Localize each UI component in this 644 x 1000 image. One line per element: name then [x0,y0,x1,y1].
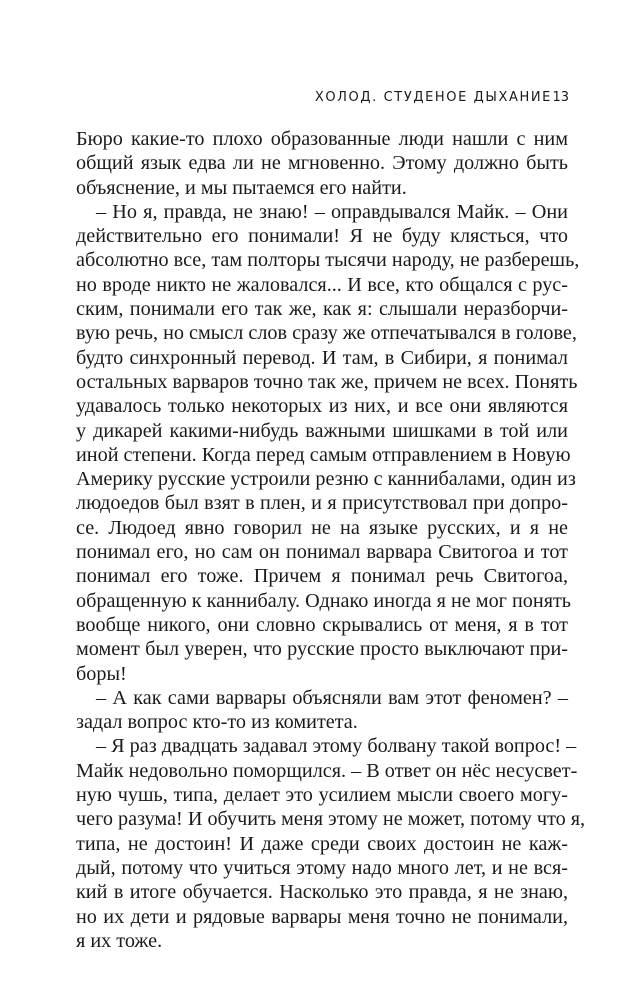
text-line: ную чушь, типа, делает это усилием мысли своего могу- [76,784,568,807]
text-line: объяснение, и мы пытаемся его найти. [76,176,407,199]
text-line: се. Людоед явно говорил не на языке русских, и я не [76,516,568,539]
text-line: Америку русские устроили резню с каннибалами, один из [76,468,576,491]
text-line: дый, потому что учиться этому надо много лет, и не вся- [76,856,568,879]
text-line: понимал его, но сам он понимал варвара Свитогоа и тот [76,541,568,564]
text-line: ским, понимали его так же, как я: слышали неразборчи- [76,298,568,321]
text-line: общий язык едва ли не мгновенно. Этому должно быть [76,152,568,175]
text-line: типа, не достоин! И даже среди своих достоин не каж- [76,832,568,855]
text-line: – А как сами варвары объясняли вам этот феномен? – [96,686,568,709]
paragraph [76,686,568,735]
paragraph [76,127,568,200]
text-line: кий в итоге обучается. Насколько это правда, я не знаю, [76,881,568,904]
text-line: будто синхронный перевод. И там, в Сибири, я понимал [76,346,568,369]
text-line: задал вопрос кто-то из комитета. [76,711,358,734]
text-line: – Но я, правда, не знаю! – оправдывался Майк. – Они [96,200,568,223]
text-line: – Я раз двадцать задавал этому болвану такой вопрос! – [96,735,577,758]
text-line: но их дети и рядовые варвары меня точно не понимали, [76,905,568,928]
text-line: людоедов был взят в плен, и я присутствовал при допро- [76,492,568,515]
text-line: удавалось только некоторых из них, и все они являются [76,395,568,418]
text-line: иной степени. Когда перед самым отправлением в Новую [76,443,571,466]
text-line: понимал его тоже. Причем я понимал речь Свитогоа, [76,565,568,588]
text-line: Майк недовольно поморщился. – В ответ он нёс несусвет- [76,759,578,782]
text-line: я их тоже. [76,929,163,952]
text-line: вообще никого, они словно скрывались от меня, я в тот [76,613,568,636]
text-line: остальных варваров точно так же, причем не всех. Понять [76,370,578,393]
paragraph [76,200,580,686]
page-number: 13 [552,90,569,105]
body-text [76,127,586,953]
text-line: Бюро какие-то плохо образованные люди нашли с ним [76,128,568,150]
running-header-title: ХОЛОД. СТУДЕНОЕ ДЫХАНИЕ [314,90,552,105]
paragraph [76,734,586,953]
text-line: но вроде никто не жаловался... И все, кто общался с рус- [76,273,568,296]
text-line: действительно его понимали! Я не буду клясться, что [76,225,568,248]
text-line: боры! [76,662,127,685]
text-line: вую речь, но смысл слов сразу же отпечатывался в голове, [76,322,577,345]
text-line: обращенную к каннибалу. Однако иногда я не мог понять [76,589,572,612]
text-line: у дикарей какими-нибудь важными шишками в той или [76,419,568,442]
text-line: абсолютно все, там полторы тысячи народу, не разберешь, [76,249,580,272]
text-line: момент был уверен, что русские просто выключают при- [76,638,568,661]
text-line: чего разума! И обучить меня этому не может, потому что я, [76,808,586,831]
